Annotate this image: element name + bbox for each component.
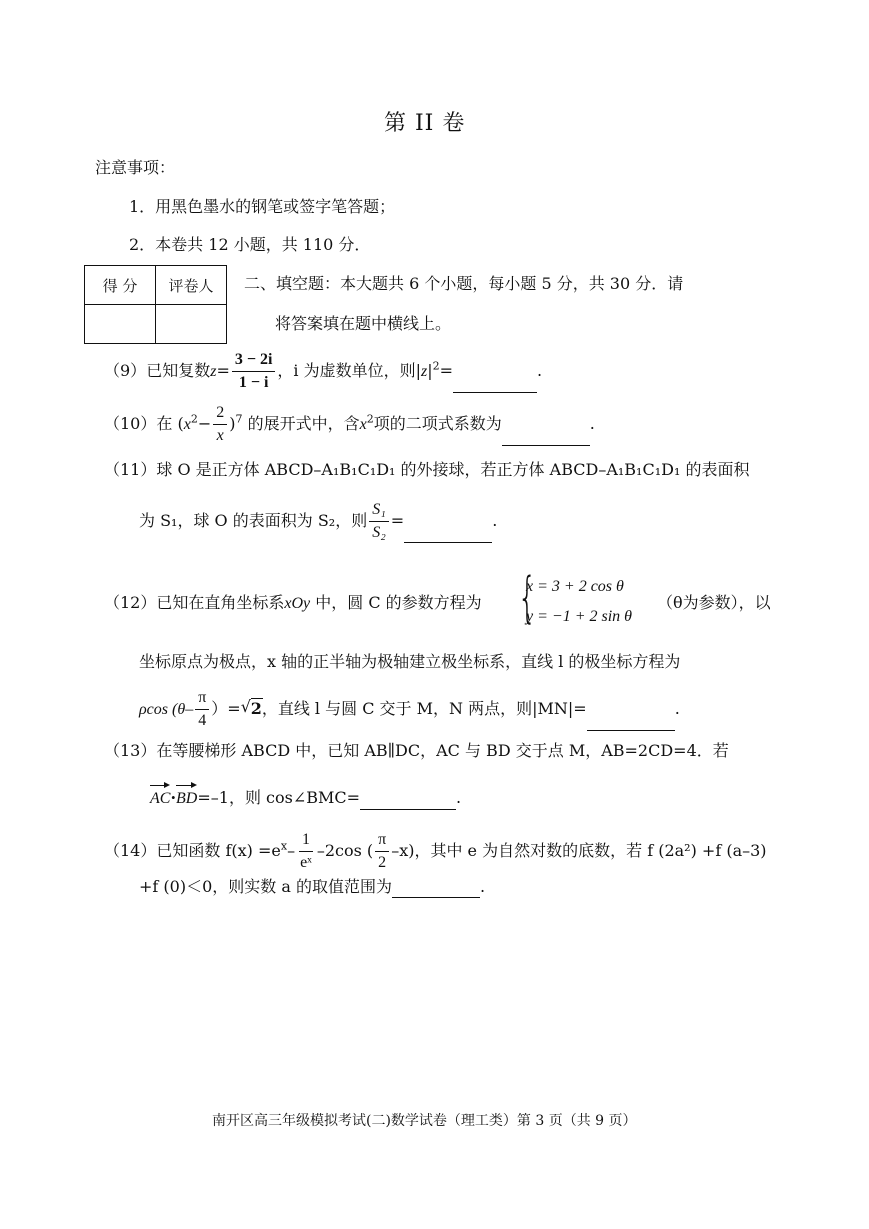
q10-minus: − <box>197 414 212 433</box>
q9-post: = <box>439 361 454 380</box>
q10-fraction <box>213 403 227 446</box>
q12-end: . <box>674 699 680 718</box>
q13-vector-bd: BD <box>176 788 197 810</box>
question-11-line1 <box>104 459 749 481</box>
q9-answer-blank[interactable] <box>453 376 537 393</box>
q11-line2: 为 S₁，球 O 的表面积为 S₂，则 <box>139 511 368 530</box>
q11-fraction <box>369 500 389 543</box>
q14-minus: – <box>287 841 296 860</box>
q12-sqrt-value: 2 <box>250 699 262 718</box>
section-instructions-line2: 将答案填在题中横线上。 <box>275 314 452 333</box>
q11-line1: 球 O 是正方体 ABCD–A₁B₁C₁D₁ 的外接球，若正方体 ABCD–A₁B₁C₁D₁ 的表面积 <box>156 460 750 479</box>
q9-pre: 已知复数 <box>146 361 211 380</box>
q10-exp2: 7 <box>235 412 243 426</box>
q10-frac-num: 2 <box>213 403 227 425</box>
q14-frac2-num: π <box>375 830 389 852</box>
q12-mid: 中，圆 C 的参数方程为 <box>310 593 482 612</box>
q12-param-note: （θ为参数），以 <box>657 593 771 612</box>
notice-item-1: 1．用黑色墨水的钢笔或签字笔答题； <box>129 197 396 216</box>
q11-number: （11） <box>104 460 157 479</box>
question-10 <box>104 403 595 446</box>
q10-post: 项的二项式系数为 <box>373 414 502 433</box>
q10-answer-blank[interactable] <box>502 429 590 446</box>
q11-frac-den: S₂ <box>372 524 386 541</box>
q12-answer-blank[interactable] <box>587 714 675 731</box>
q14-frac1-den: eˣ <box>300 854 312 871</box>
q12-brace: { <box>517 566 537 629</box>
q14-fraction-2 <box>375 830 389 873</box>
q9-var2: z <box>421 363 428 380</box>
question-14-line1 <box>104 830 767 873</box>
q9-number: （9） <box>104 361 147 380</box>
question-14-line2 <box>139 876 485 898</box>
q14-fraction-1 <box>297 830 315 873</box>
q9-frac-num: 3 − 2i <box>232 350 276 372</box>
q14-line2: +f (0)＜0，则实数 a 的取值范围为 <box>139 877 392 896</box>
q9-end: . <box>537 361 543 380</box>
question-13-line2 <box>150 787 461 810</box>
q14-end: . <box>479 877 486 896</box>
q9-mid: ，i 为虚数单位，则| <box>277 361 422 380</box>
q12-system-line2: y = −1 + 2 sin θ <box>526 608 633 625</box>
q13-dot: · <box>170 788 177 807</box>
question-13-line1 <box>104 740 729 762</box>
q11-frac-num: S₁ <box>369 500 389 522</box>
q13-line1: 在等腰梯形 ABCD 中，已知 AB∥DC，AC 与 BD 交于点 M，AB=2CD=4．若 <box>156 741 729 760</box>
q10-mid: 的展开式中，含 <box>242 414 360 433</box>
section-instructions-line1: 二、填空题：本大题共 6 个小题，每小题 5 分，共 30 分．请 <box>244 274 684 293</box>
q12-frac-num: π <box>195 688 209 710</box>
q13-end: . <box>456 788 462 807</box>
q9-frac-den: 1 − i <box>238 374 269 391</box>
q13-number: （13） <box>104 741 157 760</box>
score-cell[interactable] <box>85 305 156 344</box>
q9-mid2: | <box>427 361 433 380</box>
q12-sqrt: √ 2 <box>240 697 262 718</box>
q12-number: （12） <box>104 593 157 612</box>
q14-frac2-den: 2 <box>378 854 387 871</box>
q10-x2: x <box>359 416 367 433</box>
q13-vector-ac: AC <box>150 788 170 810</box>
notice-item-2: 2．本卷共 12 小题，共 110 分． <box>129 235 371 254</box>
grader-header: 评卷人 <box>156 266 227 305</box>
q10-exp3: 2 <box>366 412 374 426</box>
q9-exp: 2 <box>432 359 440 373</box>
q10-end: . <box>589 414 595 433</box>
question-12-line3 <box>139 688 680 731</box>
q14-ex: x <box>280 839 288 853</box>
page-footer: 南开区高三年级模拟考试(二)数学试卷（理工类）第 3 页（共 9 页） <box>212 1113 637 1129</box>
q14-post: –x)，其中 e 为自然对数的底数，若 f (2a²) +f (a–3) <box>391 841 767 860</box>
q10-frac-den: x <box>216 427 224 444</box>
q14-number: （14） <box>104 841 157 860</box>
q12-l3-mid: ）= <box>211 699 241 718</box>
q12-fraction <box>195 688 209 731</box>
grader-cell[interactable] <box>156 305 227 344</box>
q12-line2: 坐标原点为极点，x 轴的正半轴为极轴建立极坐标系，直线 l 的极坐标方程为 <box>139 652 681 671</box>
q14-mid: –2cos ( <box>316 841 374 860</box>
q11-end: . <box>492 511 498 530</box>
q13-l2-mid: =–1，则 cos∠BMC= <box>197 788 361 807</box>
q14-answer-blank[interactable] <box>392 881 480 898</box>
q10-number: （10） <box>104 414 157 433</box>
q11-eq: = <box>390 511 405 530</box>
q10-close: ) <box>229 414 236 433</box>
q14-pre: 已知函数 f(x) =e <box>156 841 281 860</box>
q11-answer-blank[interactable] <box>404 526 492 543</box>
question-12-line1 <box>104 592 482 615</box>
q13-answer-blank[interactable] <box>360 793 456 810</box>
q12-coord: xOy <box>284 595 311 612</box>
page-title: 第 II 卷 <box>384 111 466 136</box>
q9-eq: = <box>216 361 230 380</box>
question-11-line2 <box>139 500 497 543</box>
q9-var: z <box>210 363 217 380</box>
q12-l3-post: ，直线 l 与圆 C 交于 M，N 两点，则|MN|= <box>261 699 587 718</box>
score-table <box>84 265 227 344</box>
q10-x1: x <box>183 416 191 433</box>
q9-fraction <box>232 350 276 393</box>
q12-l3-pre: ρcos (θ– <box>139 701 194 718</box>
q12-system-line1: x = 3 + 2 cos θ <box>526 578 624 595</box>
q10-exp1: 2 <box>190 412 198 426</box>
score-header: 得 分 <box>85 266 156 305</box>
notice-heading: 注意事项： <box>95 158 176 177</box>
q10-pre: 在 ( <box>156 414 184 433</box>
q12-pre: 已知在直角坐标系 <box>156 593 285 612</box>
q12-frac-den: 4 <box>198 712 207 729</box>
q14-frac1-num: 1 <box>299 830 313 852</box>
question-9 <box>104 350 542 393</box>
